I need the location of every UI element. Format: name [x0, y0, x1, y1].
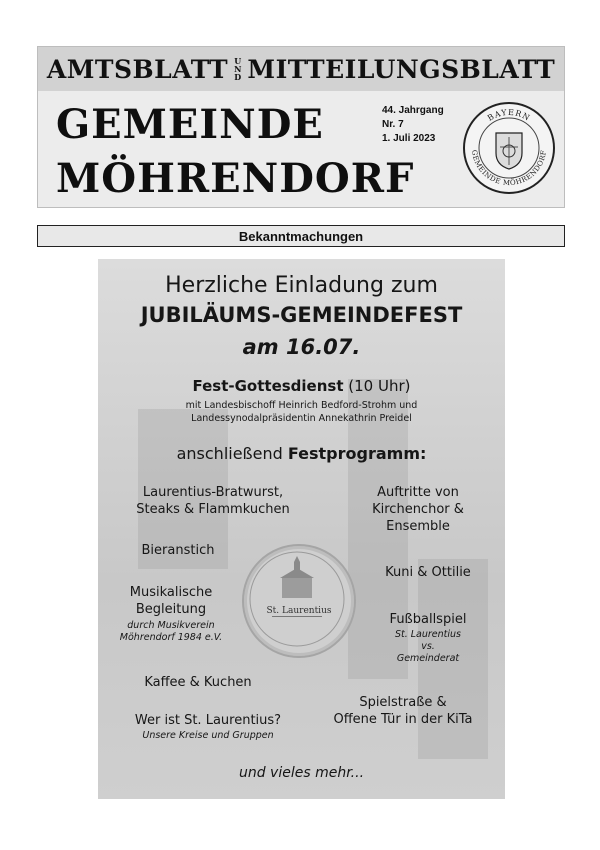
- item-laurentius-question: Wer ist St. Laurentius?: [134, 713, 282, 728]
- issue-date: 1. Juli 2023: [382, 133, 436, 144]
- mitteilungsblatt-label: MITTEILUNGSBLATT: [247, 54, 556, 84]
- item-laurentius-sub: Unsere Kreise und Gruppen: [142, 730, 274, 741]
- item-musik: Musikalische Begleitung: [129, 585, 213, 617]
- item-musik-sub: durch Musikverein Möhrendorf 1984 e.V.: [119, 620, 223, 643]
- svg-text:BAYERN: BAYERN: [485, 107, 532, 123]
- service-title: Fest-Gottesdienst (10 Uhr): [192, 377, 411, 395]
- issue-jahrgang: 44. Jahrgang: [382, 105, 444, 116]
- issue-info: [382, 104, 444, 146]
- masthead-title-line2: MÖHRENDORF: [56, 155, 415, 202]
- badge-name: St. Laurentius: [266, 606, 332, 616]
- item-fussball-sub: St. Laurentius vs. Gemeinderat: [394, 629, 462, 664]
- item-fussball: Fußballspiel: [389, 612, 467, 627]
- service-line1: mit Landesbischoff Heinrich Bedford-Strohm und: [185, 400, 418, 411]
- poster-footer: und vieles mehr...: [238, 765, 365, 781]
- amtsblatt-label: AMTSBLATT: [46, 54, 229, 84]
- issue-number: Nr. 7: [382, 119, 404, 130]
- municipal-seal-icon: [462, 101, 556, 195]
- poster-heading-line1: Herzliche Einladung zum: [165, 273, 438, 298]
- church-icon: [242, 544, 352, 654]
- poster-heading-line2: JUBILÄUMS-GEMEINDEFEST: [140, 303, 463, 327]
- section-header: Bekanntmachungen: [37, 225, 565, 247]
- masthead-band: [38, 47, 564, 91]
- st-laurentius-badge: [242, 544, 356, 658]
- item-bieranstich: Bieranstich: [141, 543, 215, 558]
- item-kuni-ottilie: Kuni & Ottilie: [385, 565, 471, 580]
- poster-heading-date: am 16.07.: [242, 335, 361, 359]
- masthead: [37, 46, 565, 208]
- und-label: U N D: [234, 56, 242, 82]
- item-spielstrasse: Spielstraße & Offene Tür in der KiTa: [333, 695, 473, 727]
- item-bratwurst: Laurentius-Bratwurst, Steaks & Flammkuchen: [136, 485, 290, 517]
- svg-text:GEMEINDE MÖHRENDORF: GEMEINDE MÖHRENDORF: [469, 149, 549, 188]
- item-auftritte: Auftritte von Kirchenchor & Ensemble: [372, 485, 464, 534]
- program-heading: anschließend Festprogramm:: [176, 444, 427, 463]
- festival-poster: [98, 259, 505, 799]
- masthead-title-line1: GEMEINDE: [56, 101, 324, 148]
- service-line2: Landessynodalpräsidentin Annekathrin Preidel: [191, 413, 412, 424]
- item-kaffee: Kaffee & Kuchen: [144, 675, 252, 690]
